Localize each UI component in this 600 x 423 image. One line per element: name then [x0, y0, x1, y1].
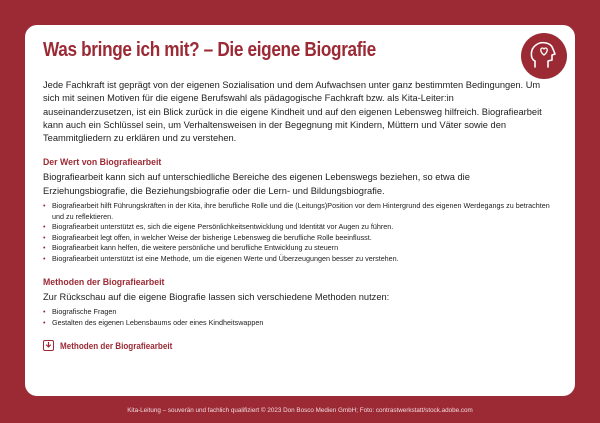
section-heading-wert: Der Wert von Biografiearbeit	[43, 157, 162, 169]
list-item-text: Biografiearbeit legt offen, in welcher Weise der bisherige Lebensweg die berufliche Rolle beeinflusst.	[52, 232, 372, 242]
page-title: Was bringe ich mit? – Die eigene Biografie	[43, 39, 376, 61]
footer-credit: Kita-Leitung – souverän und fachlich qualifiziert © 2023 Don Bosco Medien GmbH; Foto: contrastwerkstatt/stock.adobe.com	[127, 407, 473, 414]
list-item	[43, 233, 552, 244]
bullet-dot-icon: •	[43, 254, 46, 264]
list-item	[43, 318, 552, 329]
download-link[interactable]	[43, 340, 557, 351]
content-card	[25, 25, 575, 396]
list-item-text: Biografiearbeit unterstützt es, sich die eigene Persönlichkeitsentwicklung und Identität vor Augen zu führen.	[52, 222, 394, 232]
list-item-text: Biografiearbeit unterstützt ist eine Methode, um die eigenen Werte und Überzeugungen besser zu verstehen.	[52, 254, 399, 264]
bullet-dot-icon: •	[43, 317, 46, 327]
section-heading-methoden: Methoden der Biografiearbeit	[43, 276, 165, 288]
download-link-label[interactable]: Methoden der Biografiearbeit	[60, 340, 173, 351]
bullet-dot-icon: •	[43, 232, 46, 242]
list-item	[43, 254, 552, 265]
section-lead-methoden: Zur Rückschau auf die eigene Biografie lassen sich verschiedene Methoden nutzen:	[43, 291, 390, 302]
list-item-text: Biografische Fragen	[52, 306, 117, 316]
bullet-list-methoden	[43, 307, 557, 328]
bullet-dot-icon: •	[43, 306, 46, 316]
intro-paragraph: Jede Fachkraft ist geprägt von der eigenen Sozialisation und dem Aufwachsen unter ganz bestimmten Bedingungen. Um sich mit seinen Motiven für die eigene Berufswahl als pädagogische Fachkraft bzw. als Kita-Leiter:in auseinanderzusetzen, ist ein Blick zurück in die eigene Kindheit und auf den eigenen Lebensweg hilfreich. Biografiearbeit kann auch ein Schlüssel sein, um Verhaltensweisen in der Begegnung mit Kindern, Müttern und Väter sowie den Teammitgliedern zu erklären und zu verstehen.	[43, 80, 542, 144]
list-item-text: Gestalten des eigenen Lebensbaums oder eines Kindheitswappen	[52, 317, 264, 327]
list-item	[43, 307, 552, 318]
list-item	[43, 243, 552, 254]
list-item-text: Biografiearbeit hilft Führungskräften in der Kita, ihre berufliche Rolle und die (Leitungs)Position vor dem Hintergrund des eigenen Werdegangs zu betrachten und zu reflektieren.	[52, 201, 550, 221]
list-item	[43, 201, 552, 222]
list-item-text: Biografiearbeit kann helfen, die weitere persönliche und berufliche Entwicklung zu steuern	[52, 243, 339, 253]
bullet-dot-icon: •	[43, 243, 46, 253]
download-icon[interactable]	[43, 340, 54, 351]
bullet-dot-icon: •	[43, 201, 46, 211]
bullet-dot-icon: •	[43, 222, 46, 232]
list-item	[43, 222, 552, 233]
head-heart-icon	[521, 33, 567, 79]
section-lead-wert: Biografiearbeit kann sich auf unterschiedliche Bereiche des eigenen Lebenswegs beziehen, so etwa die Erziehungsbiografie, die Beziehungsbiografie oder die Lern- und Bildungsbiografie.	[43, 172, 470, 196]
bullet-list-wert	[43, 201, 557, 265]
